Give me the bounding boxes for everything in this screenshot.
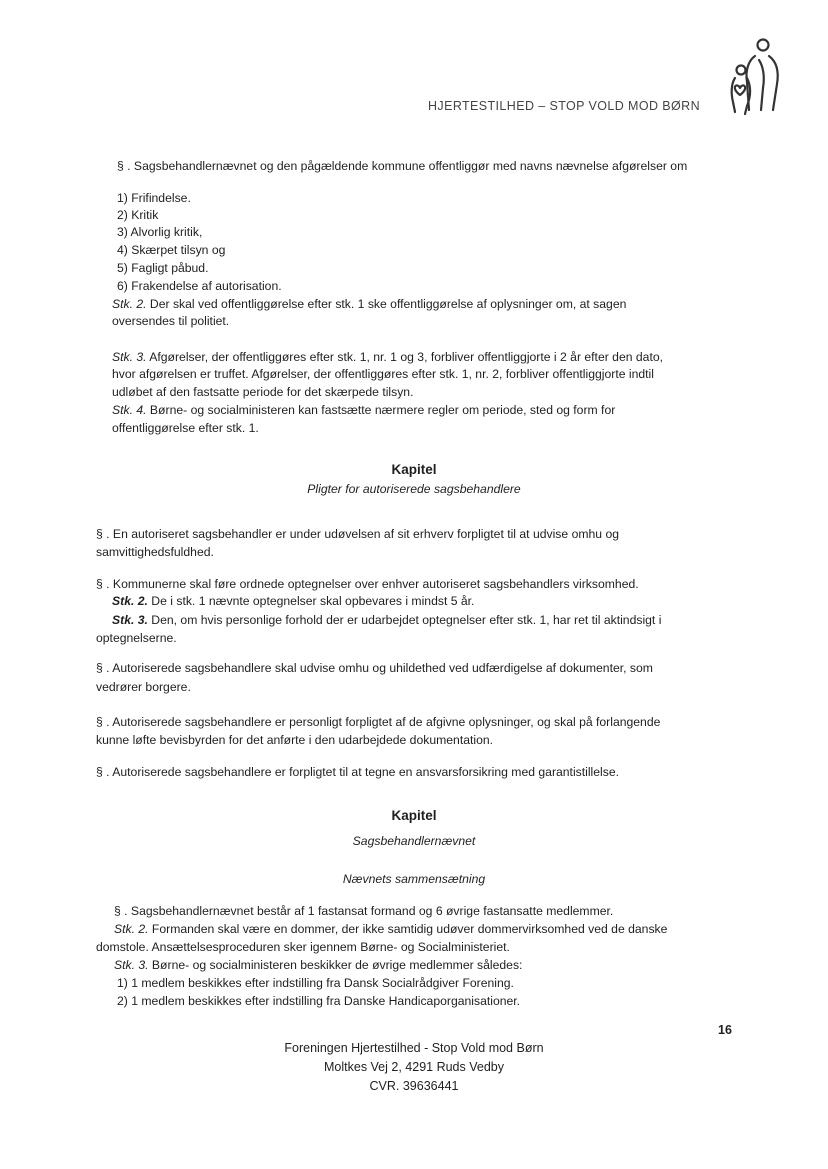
stk3-line1: Stk. 3. Afgørelser, der offentliggøres efter stk. 1, nr. 1 og 3, forbliver offentliggjorte i 2 år efter den dato, bbox=[112, 350, 663, 364]
section-subtitle: Nævnets sammensætning bbox=[342, 872, 486, 886]
list-item: 1) 1 medlem beskikkes efter indstilling fra Dansk Socialrådgiver Forening. bbox=[117, 976, 514, 990]
footer-address: Moltkes Vej 2, 4291 Ruds Vedby bbox=[324, 1060, 504, 1074]
stk-label: Stk. 2. bbox=[112, 297, 147, 311]
family-heart-logo-icon bbox=[725, 36, 783, 120]
page-number: 16 bbox=[718, 1023, 732, 1037]
paragraph-line: kunne løfte bevisbyrden for det anførte i den udarbejdede dokumentation. bbox=[96, 733, 494, 747]
list-item: 5) Fagligt påbud. bbox=[117, 261, 209, 275]
chapter-heading: Kapitel bbox=[391, 462, 437, 477]
stk4-line2: offentliggørelse efter stk. 1. bbox=[112, 421, 259, 435]
paragraph-line: samvittighedsfuldhed. bbox=[96, 545, 214, 559]
paragraph-line: Stk. 2. Formanden skal være en dommer, der ikke samtidig udøver dommervirksomhed ved de danske bbox=[114, 922, 668, 936]
list-item: 3) Alvorlig kritik, bbox=[117, 225, 203, 239]
paragraph-line: § . Autoriserede sagsbehandlere skal udvise omhu og uhildethed ved udfærdigelse af dokumenter, som bbox=[96, 661, 653, 675]
footer-organization: Foreningen Hjertestilhed - Stop Vold mod Børn bbox=[284, 1041, 544, 1055]
list-item: 1) Frifindelse. bbox=[117, 191, 191, 205]
paragraph-line: Stk. 3. Børne- og socialministeren beskikker de øvrige medlemmer således: bbox=[114, 958, 523, 972]
stk-label: Stk. 4. bbox=[112, 403, 147, 417]
list-item: 4) Skærpet tilsyn og bbox=[117, 243, 226, 257]
chapter-subtitle: Pligter for autoriserede sagsbehandlere bbox=[307, 482, 521, 496]
stk-label: Stk. 2. bbox=[114, 922, 149, 936]
header-title: HJERTESTILHED – STOP VOLD MOD BØRN bbox=[428, 99, 700, 113]
chapter-subtitle: Sagsbehandlernævnet bbox=[352, 834, 476, 848]
stk2-line2: oversendes til politiet. bbox=[112, 314, 230, 328]
list-item: 6) Frakendelse af autorisation. bbox=[117, 279, 282, 293]
paragraph-line: Stk. 2. De i stk. 1 nævnte optegnelser skal opbevares i mindst 5 år. bbox=[112, 594, 475, 608]
stk3-line3: udløbet af den fastsatte periode for det skærpede tilsyn. bbox=[112, 385, 414, 399]
list-item: 2) 1 medlem beskikkes efter indstilling fra Danske Handicaporganisationer. bbox=[117, 994, 521, 1008]
paragraph-line: § . Kommunerne skal føre ordnede optegnelser over enhver autoriseret sagsbehandlers virksomhed. bbox=[96, 577, 639, 591]
paragraph-publication-intro: § . Sagsbehandlernævnet og den pågældende kommune offentliggør med navns nævnelse afgørelser om bbox=[117, 159, 688, 173]
paragraph-line: § . Sagsbehandlernævnet består af 1 fastansat formand og 6 øvrige fastansatte medlemmer. bbox=[114, 904, 614, 918]
stk-label: Stk. 2. bbox=[112, 594, 148, 608]
stk4-line1: Stk. 4. Børne- og socialministeren kan fastsætte nærmere regler om periode, sted og form for bbox=[112, 403, 616, 417]
stk-label: Stk. 3. bbox=[114, 958, 149, 972]
chapter-heading: Kapitel bbox=[391, 808, 437, 823]
stk-label: Stk. 3. bbox=[112, 350, 147, 364]
paragraph-line: Stk. 3. Den, om hvis personlige forhold der er udarbejdet optegnelser efter stk. 1, har ret til aktindsigt i bbox=[112, 613, 662, 627]
paragraph-line: domstole. Ansættelsesproceduren sker igennem Børne- og Socialministeriet. bbox=[96, 940, 510, 954]
paragraph-line: optegnelserne. bbox=[96, 631, 177, 645]
paragraph-line: § . Autoriserede sagsbehandlere er personligt forpligtet af de afgivne oplysninger, og skal på forlangende bbox=[96, 715, 661, 729]
list-item: 2) Kritik bbox=[117, 208, 159, 222]
stk-label: Stk. 3. bbox=[112, 613, 148, 627]
stk3-line2: hvor afgørelsen er truffet. Afgørelser, der offentliggøres efter stk. 1, nr. 2, forbliver offentliggjorte indtil bbox=[112, 367, 654, 381]
footer-cvr: CVR. 39636441 bbox=[369, 1079, 459, 1093]
stk2-line1: Stk. 2. Der skal ved offentliggørelse efter stk. 1 ske offentliggørelse af oplysninger om, at sagen bbox=[112, 297, 627, 311]
paragraph-line: § . En autoriseret sagsbehandler er under udøvelsen af sit erhverv forpligtet til at udvise omhu og bbox=[96, 527, 619, 541]
paragraph-line: § . Autoriserede sagsbehandlere er forpligtet til at tegne en ansvarsforsikring med garantistillelse. bbox=[96, 765, 619, 779]
paragraph-line: vedrører borgere. bbox=[96, 680, 191, 694]
